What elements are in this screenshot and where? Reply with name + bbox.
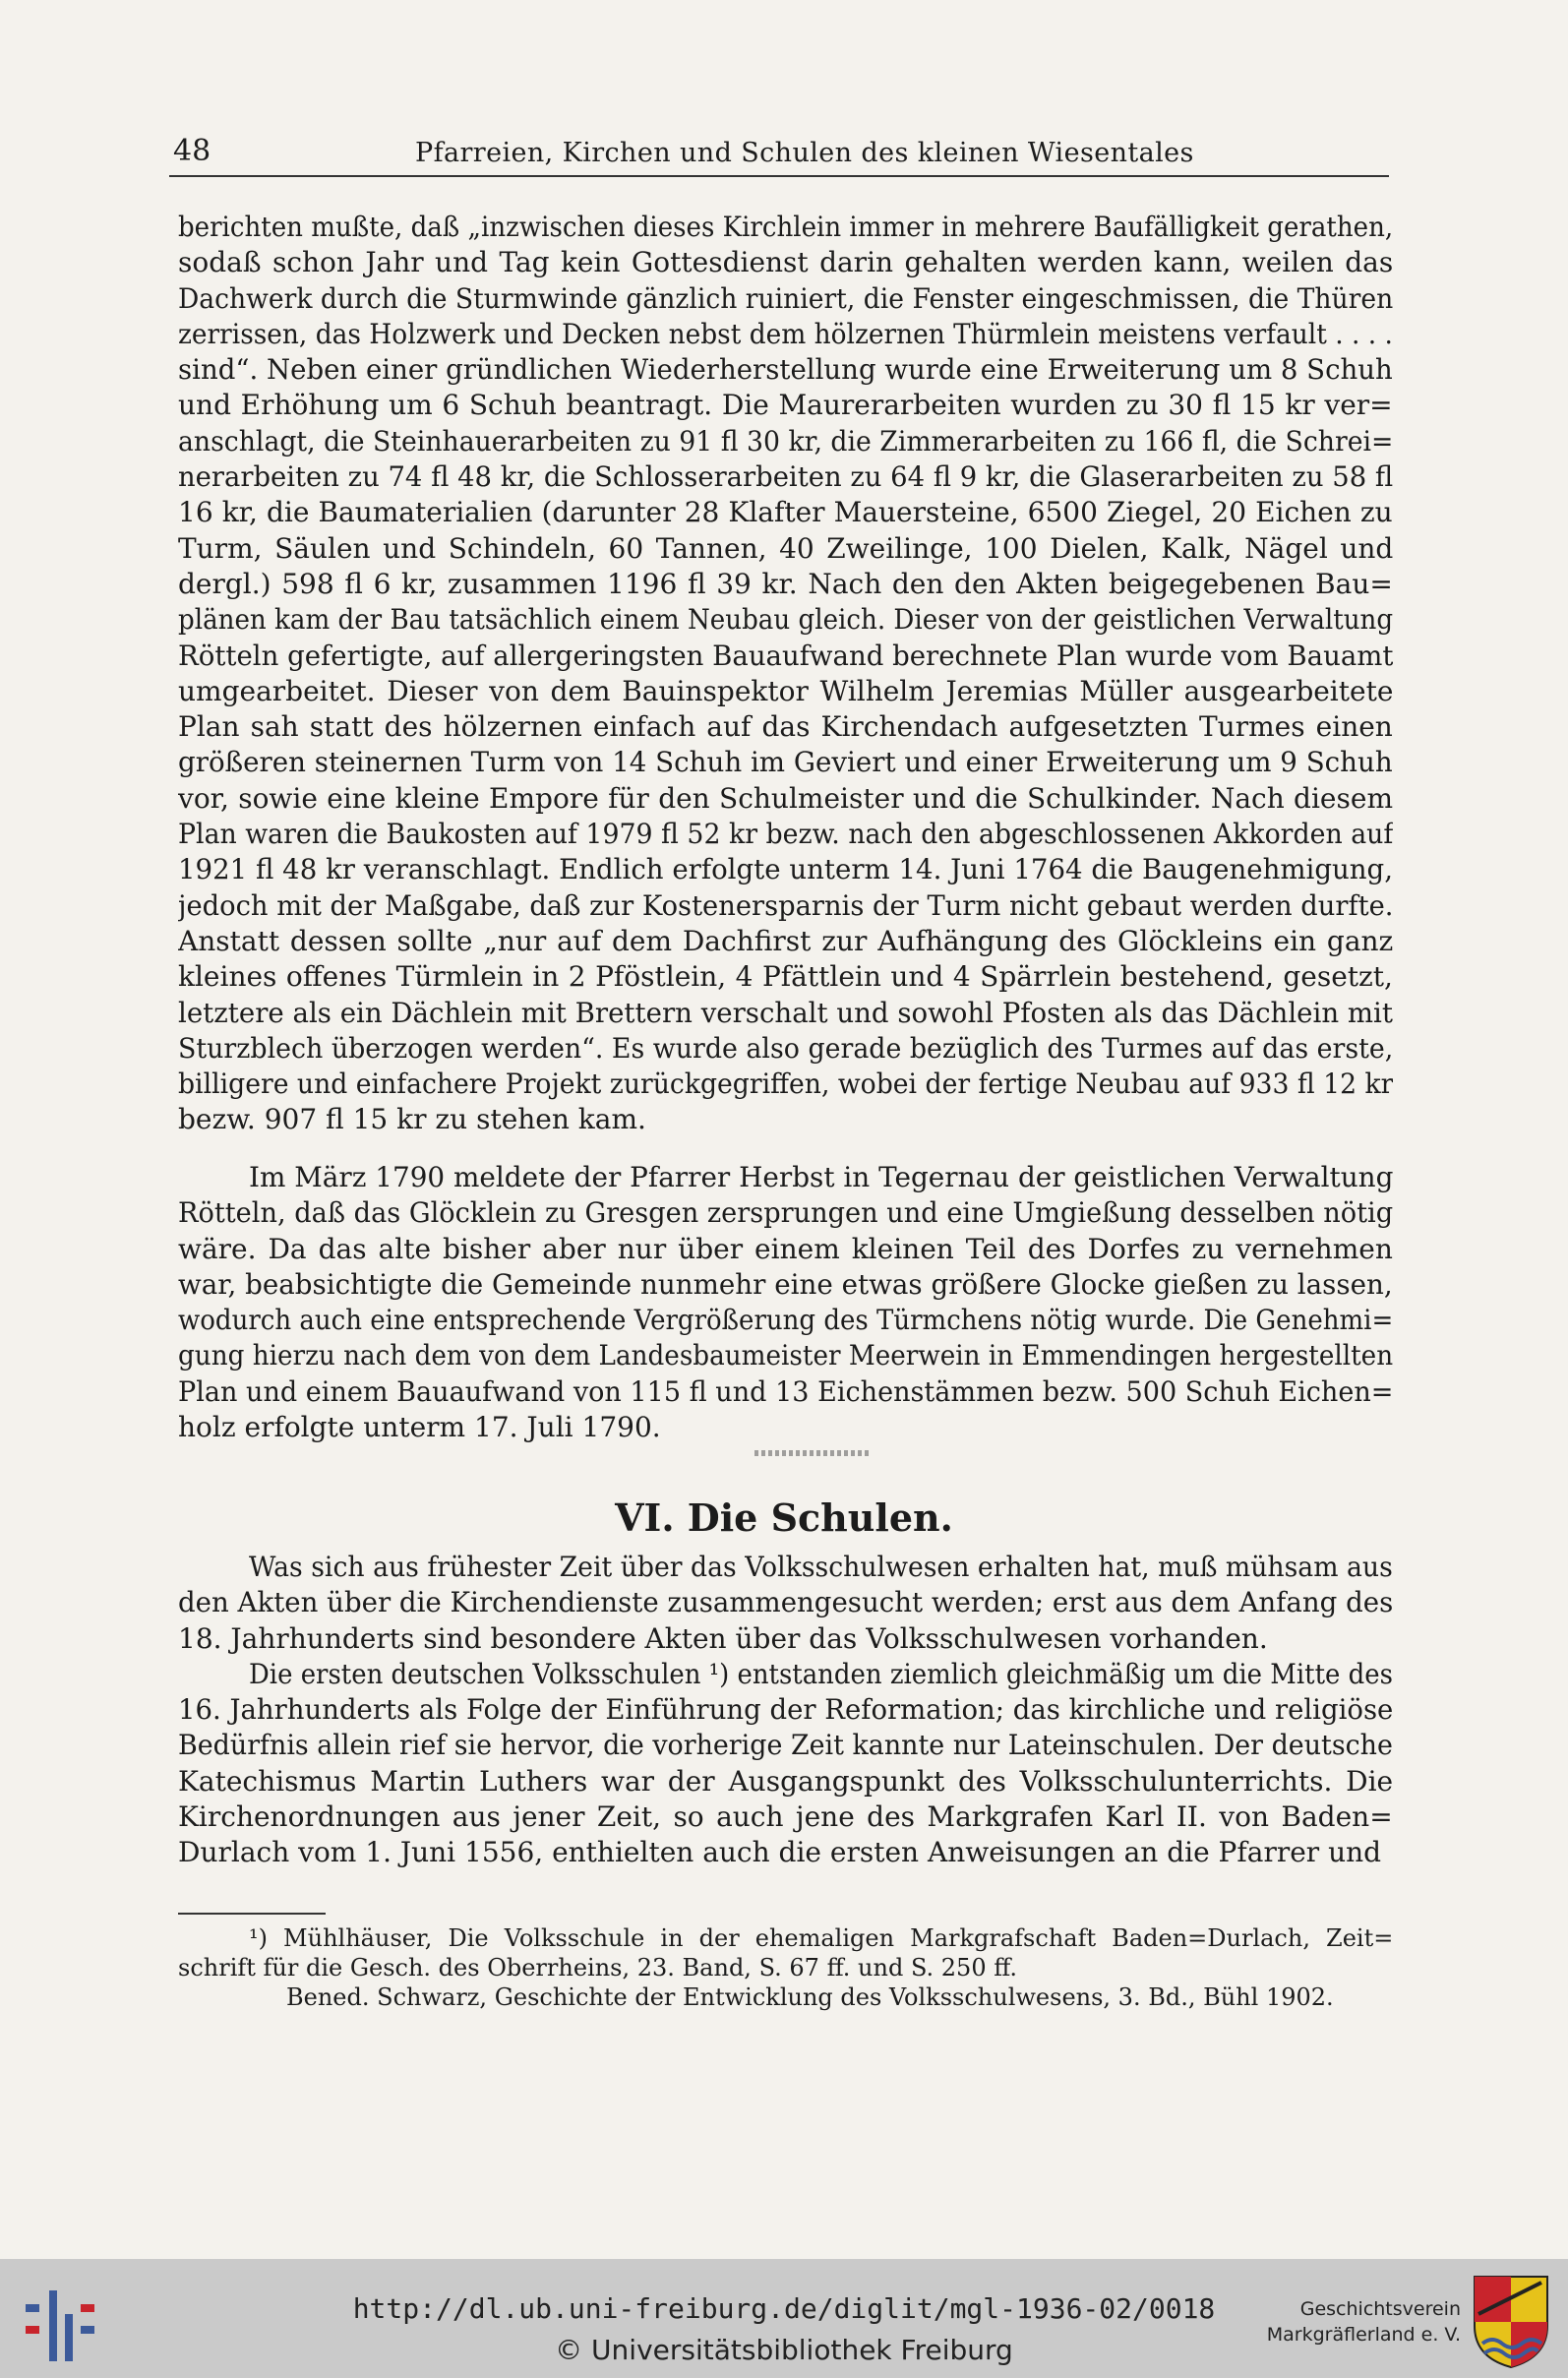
text-line: kleines offenes Türmlein in 2 Pföstlein, 4 Pfättlein und 4 Spärrlein bestehend, gesetzt, [178, 960, 1393, 994]
society-line-2: Markgräflerland e. V. [1266, 2324, 1461, 2346]
text-line: gung hierzu nach dem von dem Landesbaumeister Meerwein in Emmendingen hergestellten [178, 1339, 1393, 1372]
text-line: vor, sowie eine kleine Empore für den Schulmeister und die Schulkinder. Nach diesem [178, 781, 1393, 815]
section-divider-ornament [754, 1450, 871, 1456]
page-number: 48 [173, 134, 211, 168]
text-line: plänen kam der Bau tatsächlich einem Neubau gleich. Dieser von der geistlichen Verwaltung [178, 603, 1393, 637]
text-line: 1921 fl 48 kr veranschlagt. Endlich erfolgte unterm 14. Juni 1764 die Baugenehmigung, [178, 853, 1393, 886]
text-line: anschlagt, die Steinhauerarbeiten zu 91 fl 30 kr, die Zimmerarbeiten zu 166 fl, die Schrei= [178, 424, 1393, 457]
society-line-1: Geschichtsverein [1299, 2298, 1461, 2320]
text-line: Sturzblech überzogen werden“. Es wurde also gerade bezüglich des Turmes auf das erste, [178, 1031, 1393, 1065]
text-line: Die ersten deutschen Volksschulen ¹) entstanden ziemlich gleichmäßig um die Mitte des [249, 1657, 1393, 1690]
page-header [169, 130, 1389, 177]
footer-copyright: © Universitätsbibliothek Freiburg [555, 2334, 1013, 2366]
coat-of-arms-icon [1473, 2275, 1549, 2369]
paragraph-2 [178, 1160, 1393, 1445]
text-line: Katechismus Martin Luthers war der Ausgangspunkt des Volksschulunterrichts. Die [178, 1764, 1393, 1798]
text-line: Rötteln, daß das Glöcklein zu Gresgen zersprungen und eine Umgießung desselben nötig [178, 1196, 1393, 1230]
footnote-rule [178, 1913, 326, 1915]
text-line: Plan waren die Baukosten auf 1979 fl 52 kr bezw. nach den abgeschlossenen Akkorden auf [178, 818, 1393, 851]
footnote-line: schrift für die Gesch. des Oberrheins, 23. Band, S. 67 ff. und S. 250 ff. [178, 1954, 1018, 1982]
text-line: Turm, Säulen und Schindeln, 60 Tannen, 40 Zweilinge, 100 Dielen, Kalk, Nägel und [178, 531, 1393, 565]
text-line: Durlach vom 1. Juni 1556, enthielten auch die ersten Anweisungen an die Pfarrer und [178, 1836, 1382, 1869]
text-line: Rötteln gefertigte, auf allergeringsten Bauaufwand berechnete Plan wurde vom Bauamt [178, 639, 1393, 672]
text-line: 16 kr, die Baumaterialien (darunter 28 Klafter Mauersteine, 6500 Ziegel, 20 Eichen zu [178, 496, 1393, 529]
text-line: bezw. 907 fl 15 kr zu stehen kam. [178, 1103, 646, 1136]
text-line: jedoch mit der Maßgabe, daß zur Kostenersparnis der Turm nicht gebaut werden durfte. [178, 888, 1393, 922]
text-line: umgearbeitet. Dieser von dem Bauinspektor Wilhelm Jeremias Müller ausgearbeitete [178, 674, 1393, 707]
text-line: Kirchenordnungen aus jener Zeit, so auch jene des Markgrafen Karl II. von Baden= [178, 1800, 1393, 1834]
text-line: 18. Jahrhunderts sind besondere Akten über das Volksschulwesen vorhanden. [178, 1621, 1268, 1655]
text-line: zerrissen, das Holzwerk und Decken nebst dem hölzernen Thürmlein meistens verfault . . . . [178, 317, 1393, 350]
text-line: Plan und einem Bauaufwand von 115 fl und 13 Eichenstämmen bezw. 500 Schuh Eichen= [178, 1374, 1393, 1408]
text-line: nerarbeiten zu 74 fl 48 kr, die Schlosserarbeiten zu 64 fl 9 kr, die Glaserarbeiten zu 58 fl [178, 460, 1393, 494]
section-heading: VI. Die Schulen. [615, 1495, 953, 1540]
footnote-line: ¹) Mühlhäuser, Die Volksschule in der ehemaligen Markgrafschaft Baden=Durlach, Zeit= [249, 1924, 1393, 1952]
text-line: war, beabsichtigte die Gemeinde nunmehr eine etwas größere Glocke gießen zu lassen, [178, 1267, 1393, 1301]
text-line: Plan sah statt des hölzernen einfach auf das Kirchendach aufgesetzten Turmes einen [178, 710, 1393, 744]
text-line: wäre. Da das alte bisher aber nur über einem kleinen Teil des Dorfes zu vernehmen [178, 1232, 1393, 1265]
text-line: Im März 1790 meldete der Pfarrer Herbst in Tegernau der geistlichen Verwaltung [249, 1161, 1393, 1193]
text-line: Dachwerk durch die Sturmwinde gänzlich ruiniert, die Fenster eingeschmissen, die Thüren [178, 281, 1393, 315]
text-line: billigere und einfachere Projekt zurückgegriffen, wobei der fertige Neubau auf 933 fl 12 kr [178, 1067, 1393, 1101]
text-line: dergl.) 598 fl 6 kr, zusammen 1196 fl 39 kr. Nach den den Akten beigegebenen Bau= [178, 567, 1393, 600]
footer-url-link[interactable]: http://dl.ub.uni-freiburg.de/diglit/mgl-1936-02/0018 [352, 2292, 1216, 2325]
text-line: Bedürfnis allein rief sie hervor, die vorherige Zeit kannte nur Lateinschulen. Der deutsche [178, 1729, 1393, 1762]
section-body [178, 1550, 1393, 1871]
text-line: sodaß schon Jahr und Tag kein Gottesdienst darin gehalten werden kann, weilen das [178, 246, 1393, 279]
running-title: Pfarreien, Kirchen und Schulen des kleinen Wiesentales [415, 138, 1194, 168]
footnotes [178, 1923, 1393, 2012]
text-line: den Akten über die Kirchendienste zusammengesucht werden; erst aus dem Anfang des [178, 1586, 1393, 1619]
paragraph-1 [178, 210, 1393, 1138]
text-line: berichten mußte, daß „inzwischen dieses Kirchlein immer in mehrere Baufälligkeit gerathen, [178, 211, 1393, 243]
text-line: sind“. Neben einer gründlichen Wiederherstellung wurde eine Erweiterung um 8 Schuh [178, 353, 1393, 387]
society-name [1264, 2296, 1461, 2348]
text-line: Anstatt dessen sollte „nur auf dem Dachfirst zur Aufhängung des Glöckleins ein ganz [178, 924, 1393, 957]
text-line: und Erhöhung um 6 Schuh beantragt. Die Maurerarbeiten wurden zu 30 fl 15 kr ver= [178, 389, 1393, 422]
text-line: wodurch auch eine entsprechende Vergrößerung des Türmchens nötig wurde. Die Genehmi= [178, 1304, 1393, 1337]
text-line: holz erfolgte unterm 17. Juli 1790. [178, 1411, 661, 1444]
text-line: Was sich aus frühester Zeit über das Volksschulwesen erhalten hat, muß mühsam aus [249, 1551, 1393, 1583]
footnote-line: Bened. Schwarz, Geschichte der Entwicklung des Volksschulwesens, 3. Bd., Bühl 1902. [286, 1983, 1334, 2011]
text-line: 16. Jahrhunderts als Folge der Einführung der Reformation; das kirchliche und religiöse [178, 1693, 1393, 1727]
text-line: größeren steinernen Turm von 14 Schuh im Geviert und einer Erweiterung um 9 Schuh [178, 746, 1393, 779]
text-line: letztere als ein Dächlein mit Brettern verschalt und sowohl Pfosten als das Dächlein mit [178, 996, 1393, 1029]
